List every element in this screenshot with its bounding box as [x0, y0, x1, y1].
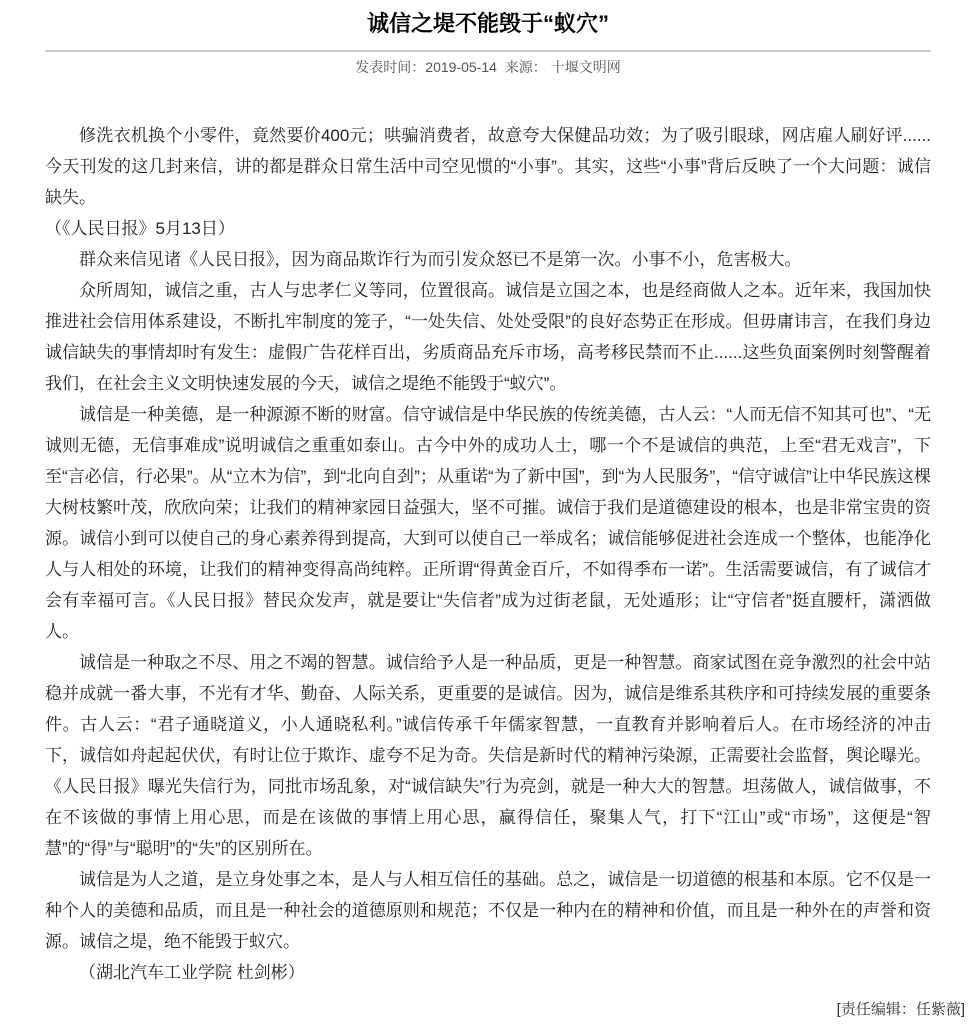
paragraph: 群众来信见诸《人民日报》，因为商品欺诈行为而引发众怒已不是第一次。小事不小，危害极大。	[79, 250, 802, 269]
editor-credit: [责任编辑：任紫薇]	[836, 1001, 965, 1018]
paragraph: 众所周知，诚信之重，古人与忠孝仁义等同，位置很高。诚信是立国之本，也是经商做人之本。近年来，我国加快推进社会信用体系建设，不断扎牢制度的笼子，“一处失信、处处受限”的良好态势正在形成。但毋庸讳言，在我们身边诚信缺失的事情却时有发生：虚假广告花样百出，劣质商品充斥市场，高考移民禁而不止......这些负面案例时刻警醒着我们，在社会主义文明快速发展的今天，诚信之堤绝不能毁于“蚁穴”。	[45, 281, 931, 393]
source-label: 来源： 十堰文明网	[504, 59, 621, 75]
publish-time: 发表时间：2019-05-14	[355, 59, 497, 75]
paragraph: 诚信是为人之道，是立身处事之本，是人与人相互信任的基础。总之，诚信是一切道德的根基和本原。它不仅是一种个人的美德和品质，而且是一种社会的道德原则和规范；不仅是一种内在的精神和价值，而且是一种外在的声誉和资源。诚信之堤，绝不能毁于蚁穴。	[45, 870, 931, 951]
paragraph: 诚信是一种取之不尽、用之不竭的智慧。诚信给予人是一种品质，更是一种智慧。商家试图在竞争激烈的社会中站稳并成就一番大事，不光有才华、勤奋、人际关系，更重要的是诚信。因为，诚信是维系其秩序和可持续发展的重要条件。古人云：“君子通晓道义，小人通晓私利。”诚信传承千年儒家智慧，一直教育并影响着后人。在市场经济的冲击下，诚信如舟起起伏伏，有时让位于欺诈、虚夸不足为奇。失信是新时代的精神污染源，正需要社会监督，舆论曝光。《人民日报》曝光失信行为，同批市场乱象，对“诚信缺失”行为亮剑，就是一种大大的智慧。坦荡做人，诚信做事，不在不该做的事情上用心思，而是在该做的事情上用心思，赢得信任，聚集人气，打下“江山”或“市场”，这便是“智慧”的“得”与“聪明”的“失”的区别所在。	[45, 653, 931, 858]
page-title: 诚信之堤不能毁于“蚁穴”	[366, 11, 609, 36]
paragraph: 诚信是一种美德，是一种源源不断的财富。信守诚信是中华民族的传统美德，古人云：“人而无信不知其可也”、“无诚则无德，无信事难成”说明诚信之重重如泰山。古今中外的成功人士，哪一个不是诚信的典范，上至“君无戏言”，下至“言必信，行必果”。从“立木为信”，到“北向自刭”；从重诺“为了新中国”，到“为人民服务”，“信守诚信”让中华民族这棵大树枝繁叶茂，欣欣向荣；让我们的精神家园日益强大，坚不可摧。诚信于我们是道德建设的根本，也是非常宝贵的资源。诚信小到可以使自己的身心素养得到提高，大到可以使自己一举成名；诚信能够促进社会连成一个整体，也能净化人与人相处的环境，让我们的精神变得高尚纯粹。正所谓“得黄金百斤，不如得季布一诺”。生活需要诚信，有了诚信才会有幸福可言。《人民日报》替民众发声，就是要让“失信者”成为过街老鼠，无处遁形；让“守信者”挺直腰杆，潇洒做人。	[45, 405, 931, 641]
article-body	[45, 120, 931, 988]
paragraph-citation: （《人民日报》5月13日）	[45, 219, 235, 238]
title-divider	[45, 50, 931, 52]
article	[10, 8, 966, 988]
author-credit: （湖北汽车工业学院 杜剑彬）	[79, 963, 305, 982]
meta-line	[45, 54, 931, 80]
paragraph: 修洗衣机换个小零件，竟然要价400元；哄骗消费者，故意夸大保健品功效；为了吸引眼球，网店雇人刷好评......今天刊发的这几封来信，讲的都是群众日常生活中司空见惯的“小事”。其实，这些“小事”背后反映了一个大问题：诚信缺失。	[45, 126, 931, 207]
